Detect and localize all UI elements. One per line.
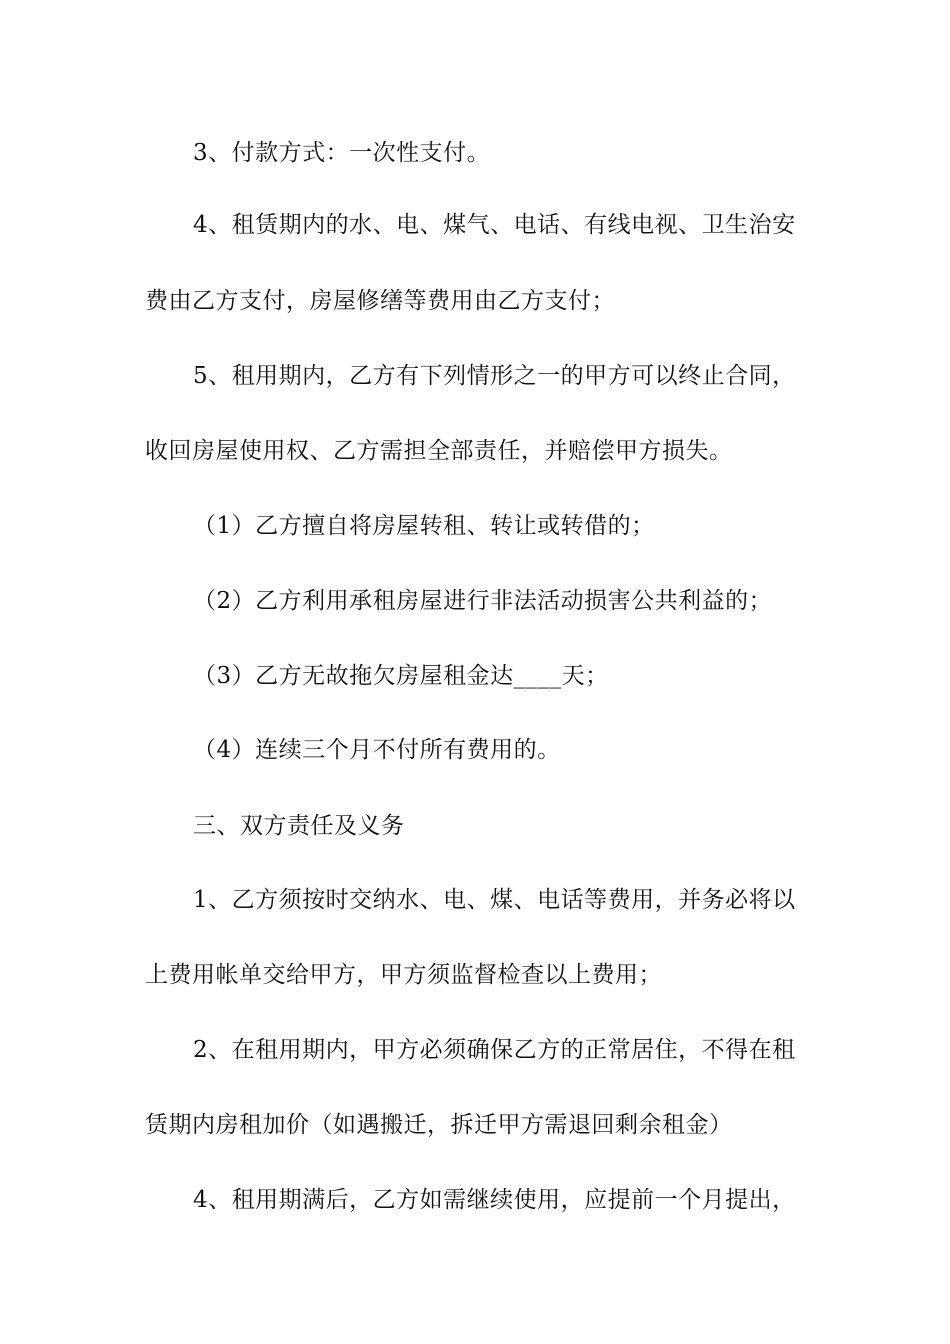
duty-1-line-1: 1、乙方须按时交纳水、电、煤、电话等费用，并务必将以 (193, 887, 796, 913)
clause-5-termination-line-1: 5、租用期内，乙方有下列情形之一的甲方可以终止合同， (193, 363, 796, 389)
subclause-4-unpaid-fees: （4）连续三个月不付所有费用的。 (193, 737, 561, 763)
duty-2-line-1: 2、在租用期内，甲方必须确保乙方的正常居住，不得在租 (193, 1037, 796, 1063)
duty-1-line-2: 上费用帐单交给甲方，甲方须监督检查以上费用； (145, 962, 662, 988)
duty-4-line-1: 4、租用期满后，乙方如需继续使用，应提前一个月提出， (193, 1187, 796, 1213)
clause-4-utilities-line-1: 4、租赁期内的水、电、煤气、电话、有线电视、卫生治安 (193, 212, 796, 238)
subclause-3-rent-arrears: （3）乙方无故拖欠房屋租金达____天； (193, 663, 609, 689)
duty-2-line-2: 赁期内房租加价（如遇搬迁，拆迁甲方需退回剩余租金） (145, 1112, 733, 1138)
section-3-heading: 三、双方责任及义务 (193, 813, 405, 839)
clause-4-utilities-line-2: 费由乙方支付，房屋修缮等费用由乙方支付； (145, 288, 615, 314)
subclause-1-sublease: （1）乙方擅自将房屋转租、转让或转借的； (193, 513, 655, 539)
clause-5-termination-line-2: 收回房屋使用权、乙方需担全部责任，并赔偿甲方损失。 (145, 438, 733, 464)
clause-3-payment-method: 3、付款方式：一次性支付。 (193, 140, 491, 166)
subclause-2-illegal-activity: （2）乙方利用承租房屋进行非法活动损害公共利益的； (193, 588, 773, 614)
